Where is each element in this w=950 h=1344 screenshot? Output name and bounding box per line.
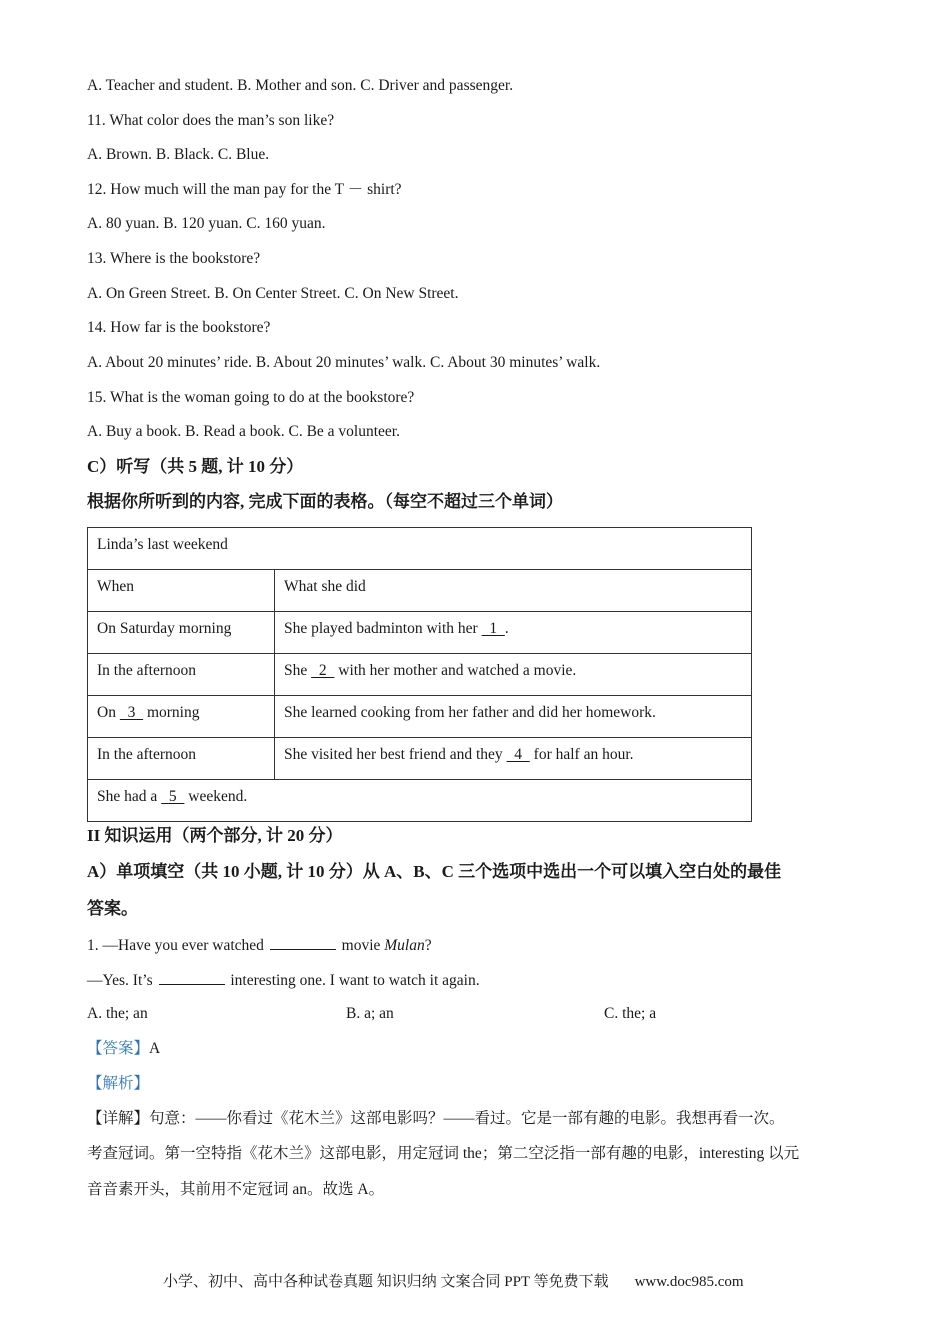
dictation-table [87,527,752,822]
detail-label: 【详解】 [87,1110,150,1127]
when-text-post: morning [143,704,200,721]
answer-value: A [149,1040,161,1057]
table-row [88,696,752,738]
footer-text-post: weekend. [184,788,248,805]
when-cell [88,612,275,654]
header-when: When [88,570,275,612]
section-c-heading: C）听写（共 5 题, 计 10 分） [87,457,304,476]
did-text: She visited her best friend and they [284,746,507,763]
table-header-row [88,570,752,612]
when-text: In the afternoon [97,662,196,679]
table-row [88,612,752,654]
q15-question: 15. What is the woman going to do at the bookstore? [87,389,415,406]
when-text: In the afternoon [97,746,196,763]
q12-options: A. 80 yuan. B. 120 yuan. C. 160 yuan. [87,215,326,232]
section-c-instruction: 根据你所听到的内容, 完成下面的表格。（每空不超过三个单词） [87,492,563,511]
did-text: She learned cooking from her father and did her homework. [284,704,656,721]
blank-3: 3 [119,704,144,721]
did-text: She played badminton with her [284,620,482,637]
did-text-post: for half an hour. [529,746,634,763]
footer-cell [88,780,752,822]
q13-options: A. On Green Street. B. On Center Street. C. On New Street. [87,285,459,302]
q1-option-a: A. the; an [87,1005,148,1022]
detail-text-1: 句意：——你看过《花木兰》这部电影吗？——看过。它是一部有趣的电影。我想再看一次。 [149,1110,785,1127]
table-title: Linda’s last weekend [88,528,752,570]
table-title-row [88,528,752,570]
did-cell [275,696,752,738]
q13-question: 13. Where is the bookstore? [87,250,261,267]
part-ii-heading: II 知识运用（两个部分, 计 20 分） [87,826,343,845]
header-what-she-did: What she did [275,570,752,612]
table-row [88,654,752,696]
answer-label: 【答案】 [87,1040,150,1057]
blank-2: 2 [311,662,335,679]
q1-line1 [87,935,432,956]
q1-blank-a [270,935,336,950]
footer-url[interactable]: www.doc985.com [634,1274,744,1290]
did-text-post: . [504,620,509,637]
q11-question: 11. What color does the man’s son like? [87,112,335,129]
q12-question: 12. How much will the man pay for the T － shirt? [87,181,402,198]
q10-options: A. Teacher and student. B. Mother and son. C. Driver and passenger. [87,77,514,94]
blank-5: 5 [161,788,185,805]
q1-option-c: C. the; a [604,1005,657,1022]
section-a-heading-line2: 答案。 [87,899,138,918]
detail-line3: 音音素开头，其前用不定冠词 an。故选 A。 [87,1181,385,1198]
analysis-line [87,1074,149,1094]
when-text: On [97,704,120,721]
q1-line2-text: —Yes. It’s [87,972,157,989]
q14-options: A. About 20 minutes’ ride. B. About 20 minutes’ walk. C. About 30 minutes’ walk. [87,354,601,371]
q1-line1-post: ? [424,937,432,954]
did-cell [275,654,752,696]
when-text: On Saturday morning [97,620,232,637]
analysis-label: 【解析】 [87,1075,150,1092]
table-row [88,738,752,780]
q1-blank-b [159,970,225,985]
q1-line2-post: interesting one. I want to watch it again. [226,972,480,989]
did-cell [275,738,752,780]
blank-1: 1 [481,620,505,637]
footer-text: 小学、初中、高中各种试卷真题 知识归纳 文案合同 PPT 等免费下载 [163,1274,609,1290]
q1-line2 [87,970,480,991]
did-text-post: with her mother and watched a movie. [334,662,577,679]
table-footer-row [88,780,752,822]
when-cell [88,738,275,780]
when-cell [88,696,275,738]
detail-line1 [87,1109,785,1129]
answer-line [87,1039,160,1059]
q15-options: A. Buy a book. B. Read a book. C. Be a volunteer. [87,423,400,440]
detail-line2: 考查冠词。第一空特指《花木兰》这部电影，用定冠词 the；第二空泛指一部有趣的电影，interesting 以元 [87,1145,800,1162]
did-cell [275,612,752,654]
q1-line1-mid: movie [337,937,385,954]
q1-option-b: B. a; an [346,1005,394,1022]
q11-options: A. Brown. B. Black. C. Blue. [87,146,270,163]
q14-question: 14. How far is the bookstore? [87,319,271,336]
section-a-heading-line1: A）单项填空（共 10 小题, 计 10 分）从 A、B、C 三个选项中选出一个可以填入空白处的最佳 [87,862,782,881]
did-text: She [284,662,312,679]
q1-line1-text: 1. —Have you ever watched [87,937,268,954]
q1-movie-title: Mulan [384,937,425,954]
page-footer [163,1270,744,1291]
when-cell [88,654,275,696]
blank-4: 4 [506,746,530,763]
footer-text: She had a [97,788,162,805]
